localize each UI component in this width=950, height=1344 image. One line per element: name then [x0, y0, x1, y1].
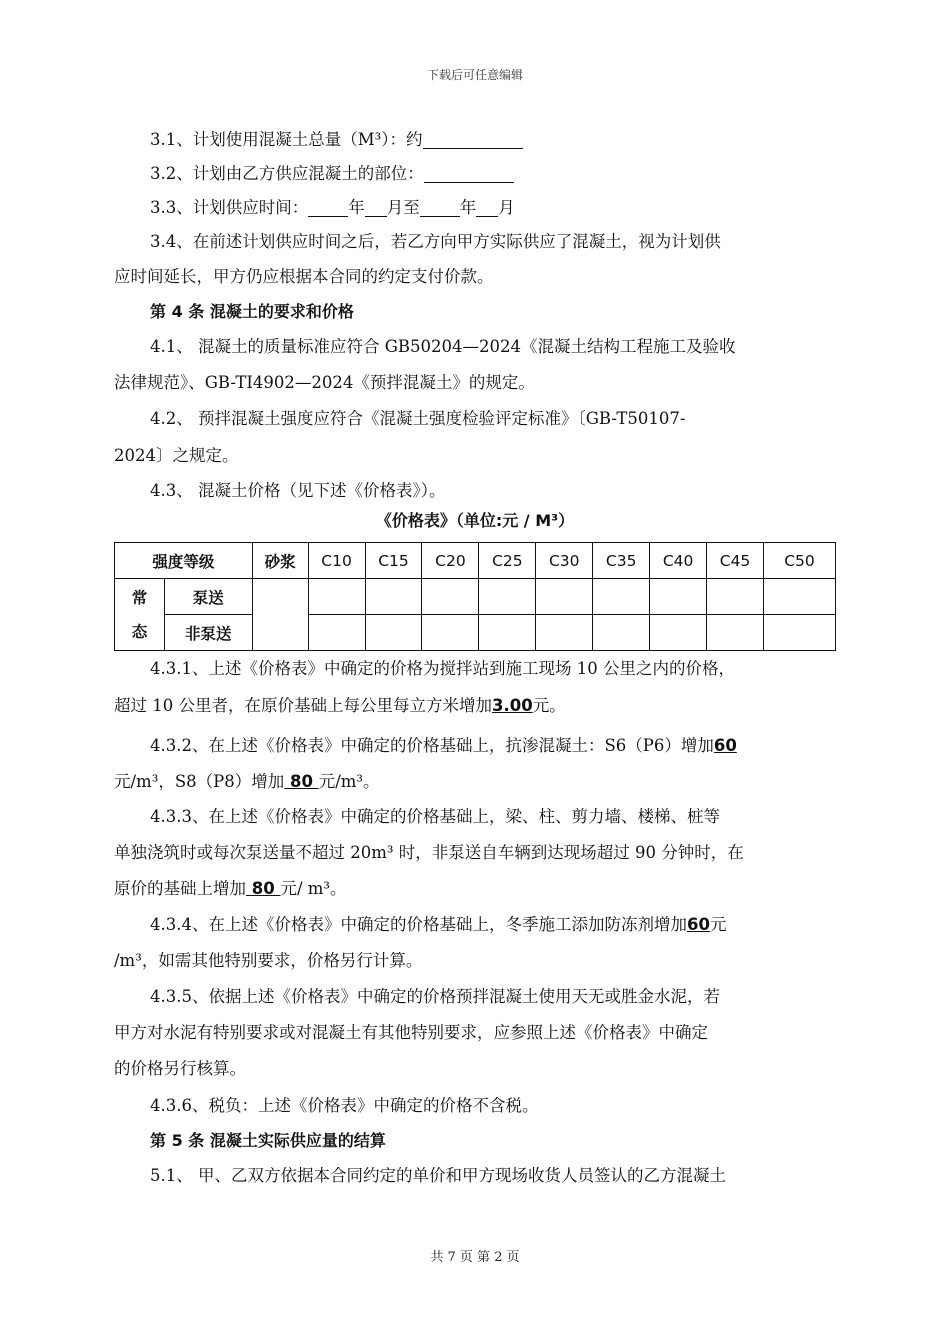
clause-text: 超过 10 公里者，在原价基础上每公里每立方米增加	[114, 696, 492, 715]
clause-3-2	[150, 155, 836, 192]
clause-text: 年	[459, 198, 477, 217]
clause-text: 月	[498, 198, 515, 217]
header-c20: C20	[422, 543, 479, 579]
state-label: 常 态	[115, 579, 165, 651]
table-cell[interactable]	[763, 615, 835, 651]
clause-4-3-4-line1	[150, 906, 836, 943]
table-cell[interactable]	[422, 579, 479, 615]
table-cell[interactable]	[479, 579, 536, 615]
clause-text: 3.3、计划供应时间：	[150, 198, 309, 217]
s6-surcharge-value: 60	[713, 736, 737, 755]
clause-4-3-4-line2: /m³，如需其他特别要求，价格另行计算。	[114, 951, 423, 970]
clause-4-3-5-line3: 的价格另行核算。	[114, 1059, 246, 1078]
header-c45: C45	[707, 543, 764, 579]
table-cell[interactable]	[308, 615, 365, 651]
page-footer: 共 7 页 第 2 页	[430, 1250, 520, 1265]
clause-text: 3.2、计划由乙方供应混凝土的部位：	[150, 164, 424, 183]
clause-text: 元。	[532, 696, 566, 715]
clause-4-3-2-line1	[150, 727, 836, 764]
clause-text: 4.3.2、在上述《价格表》中确定的价格基础上，抗渗混凝土：S6（P6）增加	[150, 736, 714, 755]
row-label-pump: 泵送	[164, 579, 252, 615]
article-5-heading: 第 5 条 混凝土实际供应量的结算	[150, 1131, 386, 1150]
clause-4-3-1-line2	[114, 687, 836, 724]
clause-4-3-1-line1: 4.3.1、上述《价格表》中确定的价格为搅拌站到施工现场 10 公里之内的价格，	[150, 659, 735, 678]
blank-field[interactable]	[424, 162, 514, 183]
clause-text: 元/m³，S8（P8）增加	[114, 772, 285, 791]
surcharge-value: 3.00	[492, 696, 533, 715]
delay-surcharge-value: 80	[246, 879, 281, 898]
table-cell[interactable]	[365, 579, 422, 615]
header-c30: C30	[536, 543, 593, 579]
clause-4-2-line2: 2024〕之规定。	[114, 446, 239, 465]
header-grade: 强度等级	[115, 543, 253, 579]
clause-text: 元/ m³。	[280, 879, 347, 898]
clause-4-3-5-line1: 4.3.5、依据上述《价格表》中确定的价格预拌混凝土使用天无或胜金水泥，若	[150, 987, 720, 1006]
blank-field[interactable]	[476, 196, 498, 217]
clause-4-3: 4.3、 混凝土价格（见下述《价格表》）。	[150, 481, 446, 500]
clause-4-3-5-line2: 甲方对水泥有特别要求或对混凝土有其他特别要求，应参照上述《价格表》中确定	[114, 1023, 708, 1042]
clause-4-1-line2: 法律规范》、GB-TI4902—2024《预拌混凝土》的规定。	[114, 373, 535, 392]
table-cell[interactable]	[763, 579, 835, 615]
clause-4-3-2-line2	[114, 763, 836, 800]
clause-text: 月至	[386, 198, 420, 217]
table-cell[interactable]	[365, 615, 422, 651]
clause-text: 元	[709, 915, 727, 934]
clause-5-1-line1: 5.1、 甲、乙双方依据本合同约定的单价和甲方现场收货人员签认的乙方混凝土	[150, 1166, 726, 1185]
price-table-header-row	[115, 543, 836, 579]
clause-4-3-6: 4.3.6、税负：上述《价格表》中确定的价格不含税。	[150, 1096, 539, 1115]
clause-text: 年	[348, 198, 365, 217]
blank-field[interactable]	[308, 196, 348, 217]
row-label-nonpump: 非泵送	[164, 615, 252, 651]
blank-field[interactable]	[365, 196, 387, 217]
price-row-nonpump	[115, 615, 836, 651]
table-cell[interactable]	[707, 615, 764, 651]
clause-4-3-3-line2: 单独浇筑时或每次泵送量不超过 20m³ 时，非泵送自车辆到达现场超过 90 分钟时，在	[114, 843, 744, 862]
header-c40: C40	[650, 543, 707, 579]
blank-field[interactable]	[420, 196, 460, 217]
header-c50: C50	[763, 543, 835, 579]
table-cell[interactable]	[536, 579, 593, 615]
header-c15: C15	[365, 543, 422, 579]
header-mortar: 砂浆	[252, 543, 308, 579]
cell-mortar[interactable]	[252, 579, 308, 651]
s8-surcharge-value: 80	[284, 772, 319, 791]
clause-4-2-line1: 4.2、 预拌混凝土强度应符合《混凝土强度检验评定标准》〔GB-T50107-	[150, 409, 686, 428]
header-c10: C10	[308, 543, 365, 579]
clause-4-3-3-line1: 4.3.3、在上述《价格表》中确定的价格基础上，梁、柱、剪力墙、楼梯、桩等	[150, 807, 720, 826]
clause-4-3-3-line3	[114, 870, 836, 907]
article-4-heading: 第 4 条 混凝土的要求和价格	[150, 302, 354, 321]
blank-field[interactable]	[423, 128, 523, 149]
clause-3-1	[150, 121, 836, 158]
clause-3-3	[150, 189, 836, 226]
table-cell[interactable]	[707, 579, 764, 615]
clause-text: 3.1、计划使用混凝土总量（M³）：约	[150, 130, 423, 149]
table-cell[interactable]	[650, 579, 707, 615]
table-cell[interactable]	[593, 579, 650, 615]
header-c35: C35	[593, 543, 650, 579]
table-cell[interactable]	[536, 615, 593, 651]
clause-3-4-line1: 3.4、在前述计划供应时间之后，若乙方向甲方实际供应了混凝土，视为计划供	[150, 232, 721, 251]
clause-text: 原价的基础上增加	[114, 879, 246, 898]
price-row-pump	[115, 579, 836, 615]
antifreeze-surcharge-value: 60	[686, 915, 710, 934]
price-table	[114, 542, 836, 651]
clause-text: 4.3.4、在上述《价格表》中确定的价格基础上，冬季施工添加防冻剂增加	[150, 915, 687, 934]
table-cell[interactable]	[593, 615, 650, 651]
table-cell[interactable]	[650, 615, 707, 651]
page-header: 下载后可任意编辑	[426, 68, 523, 82]
header-c25: C25	[479, 543, 536, 579]
table-cell[interactable]	[479, 615, 536, 651]
table-cell[interactable]	[422, 615, 479, 651]
price-table-title: 《价格表》（单位:元 / M³）	[375, 511, 575, 530]
clause-4-1-line1: 4.1、 混凝土的质量标准应符合 GB50204—2024《混凝土结构工程施工及验收	[150, 337, 736, 356]
clause-3-4-line2: 应时间延长，甲方仍应根据本合同的约定支付价款。	[114, 267, 494, 286]
clause-text: 元/m³。	[318, 772, 380, 791]
table-cell[interactable]	[308, 579, 365, 615]
